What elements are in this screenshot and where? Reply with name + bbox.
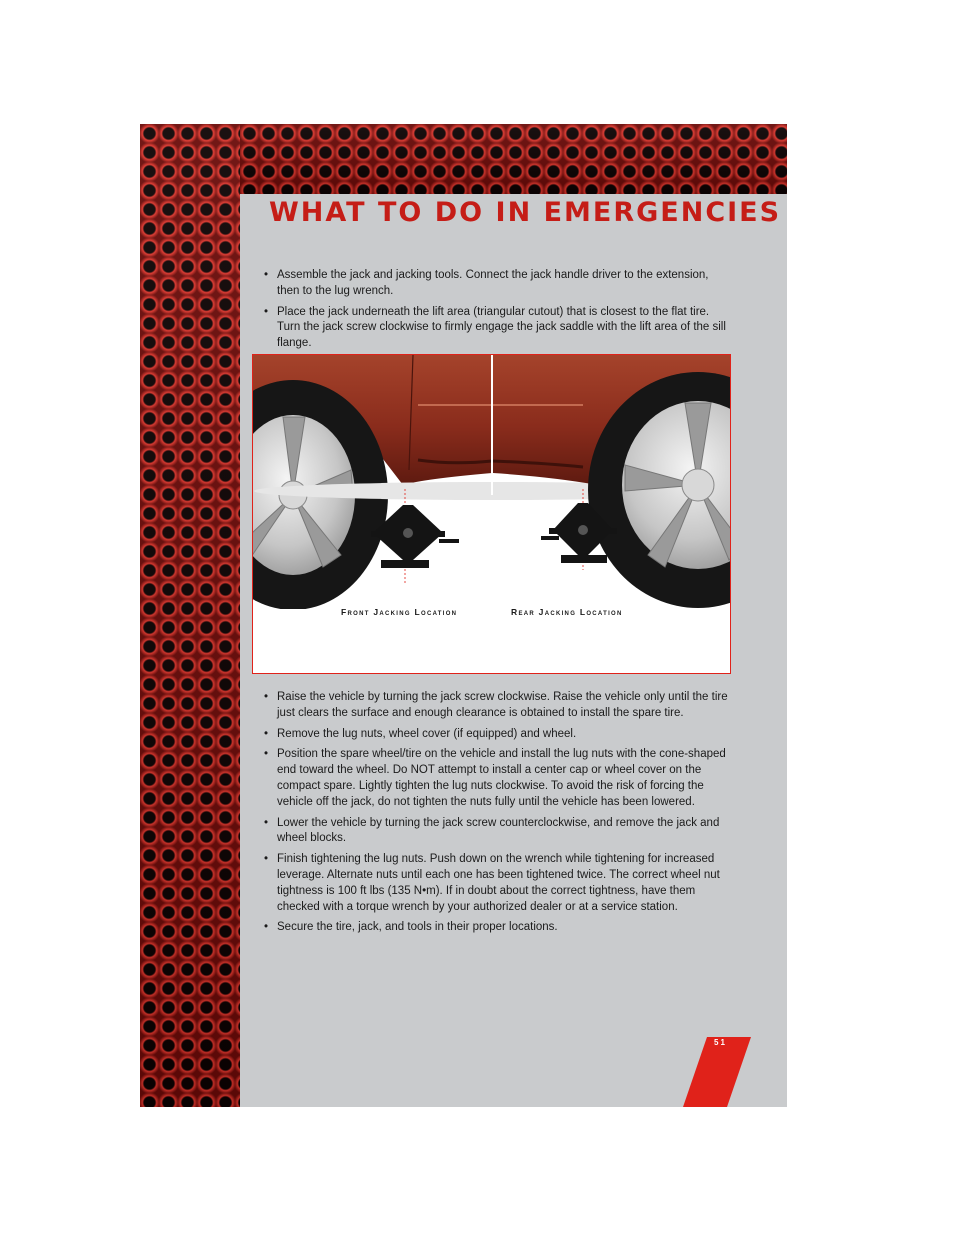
front-jacking-caption: Front Jacking Location (341, 607, 458, 617)
instruction-list-top (264, 268, 732, 357)
page-title: WHAT TO DO IN EMERGENCIES (269, 197, 782, 228)
list-item: • Remove the lug nuts, wheel cover (if equipped) and wheel. (264, 727, 577, 740)
jacking-location-photo (253, 355, 730, 609)
list-item: • Position the spare wheel/tire on the vehicle and install the lug nuts with the cone-shaped end toward the wheel. Do NOT attempt to install a center cap or wheel cover on the compact spare. Lightly tighten the lug nuts clockwise. To avoid the risk of forcing the vehicle off the jack, do not tighten the nuts fully until the vehicle has been lowered. (264, 748, 726, 808)
instruction-list-bottom (264, 690, 732, 941)
page-number: 51 (714, 1038, 727, 1047)
rear-jacking-caption: Rear Jacking Location (511, 607, 623, 617)
list-item: • Lower the vehicle by turning the jack screw counterclockwise, and remove the jack and wheel blocks. (264, 816, 720, 845)
red-grille-header (240, 124, 787, 194)
page-number-tab (683, 1037, 751, 1107)
list-item: • Raise the vehicle by turning the jack screw clockwise. Raise the vehicle only until the tire just clears the surface and enough clearance is obtained to install the spare tire. (264, 691, 728, 719)
list-item: • Finish tightening the lug nuts. Push down on the wrench while tightening for increased leverage. Alternate nuts until each one has been tightened twice. The correct wheel nut tightness is 100 ft lbs (135 N•m). If in doubt about the correct tightness, have them checked with a torque wrench by your authorized dealer or at a service station. (264, 853, 720, 913)
list-item: • Secure the tire, jack, and tools in their proper locations. (264, 921, 558, 934)
list-item: • Place the jack underneath the lift area (triangular cutout) that is closest to the flat tire. Turn the jack screw clockwise to firmly engage the jack saddle with the lift area of the sill flange. (264, 305, 726, 350)
jacking-location-figure (252, 354, 731, 674)
list-item: • Assemble the jack and jacking tools. Connect the jack handle driver to the extension, then to the lug wrench. (264, 269, 709, 297)
red-grille-sidebar (140, 124, 240, 1107)
